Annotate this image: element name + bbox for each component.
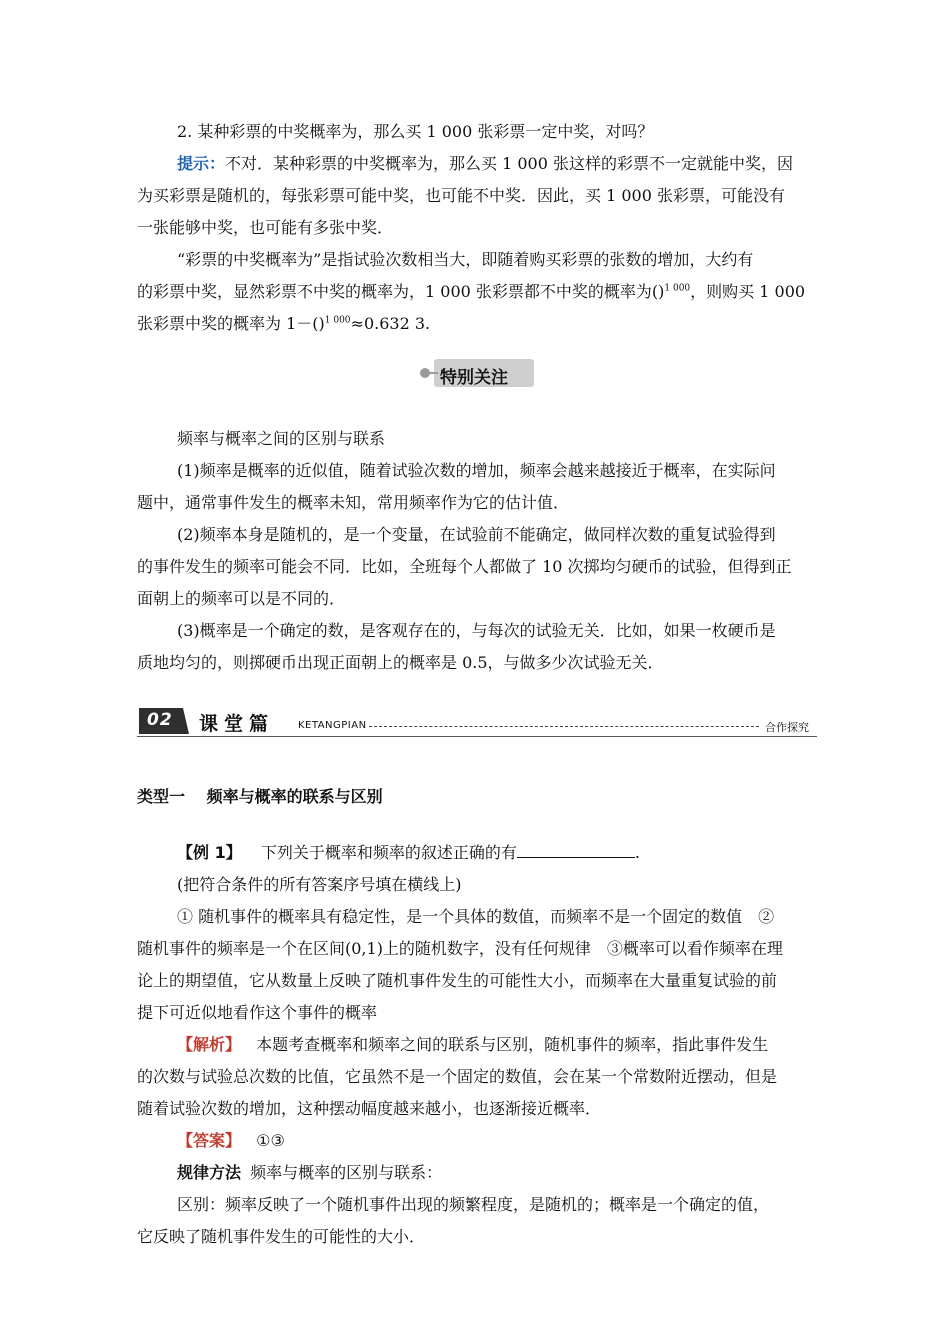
attention-title: 频率与概率之间的区别与联系 [177,429,386,448]
answer-blank [517,843,635,858]
exponent: 1 000 [664,283,691,294]
section-dashed-rule [369,726,759,727]
attention-item-2-line-3: 面朝上的频率可以是不同的． [137,589,346,608]
hint-label: 提示： [177,154,226,173]
answer-value: ①③ [256,1131,285,1150]
exponent: 1 000 [324,315,351,326]
hint-line-2: 为买彩票是随机的，每张彩票可能中奖，也可能不中奖．因此，买 1 000 张彩票，可能没有 [137,186,785,205]
special-attention-banner [420,357,535,389]
type-heading: 类型一 频率与概率的联系与区别 [137,787,383,806]
hint-line-3: 一张能够中奖，也可能有多张中奖． [137,218,394,237]
section-underline [137,736,817,737]
section-header [137,706,817,738]
explanation-line-2 [137,282,817,302]
method-line [177,1163,817,1183]
explanation-line-3-b: ≈0.632 3. [350,314,431,333]
analysis-line-1: 本题考查概率和频率之间的联系与区别，随机事件的频率，指此事件发生 [256,1035,769,1054]
bullet-dot-icon [420,368,430,378]
question-2: 2. 某种彩票的中奖概率为，那么买 1 000 张彩票一定中奖，对吗？ [177,122,654,141]
attention-item-3-line-1: (3)概率是一个确定的数，是客观存在的，与每次的试验无关．比如，如果一枚硬币是 [177,621,776,640]
analysis-line-3: 随着试验次数的增加，这种摆动幅度越来越小，也逐渐接近概率． [137,1099,602,1118]
explanation-line-2-a: 的彩票中奖，显然彩票不中奖的概率为，1 000 张彩票都不中奖的概率为() [137,282,665,301]
attention-item-3-line-2: 质地均匀的，则掷硬币出现正面朝上的概率是 0.5，与做多少次试验无关． [137,653,664,672]
attention-item-2-line-1: (2)频率本身是随机的，是一个变量，在试验前不能确定，做同样次数的重复试验得到 [177,525,776,544]
analysis-line-2: 的次数与试验总次数的比值，它虽然不是一个固定的数值，会在某一个常数附近摆动，但是 [137,1067,778,1086]
explanation-line-1: “彩票的中奖概率为”是指试验次数相当大，即随着购买彩票的张数的增加，大约有 [177,250,754,269]
attention-item-2-line-2: 的事件发生的频率可能会不同．比如，全班每个人都做了 10 次掷均匀硬币的试验，但得到正 [137,557,792,576]
options-line-1: ① 随机事件的概率具有稳定性，是一个具体的数值，而频率不是一个固定的数值 ② [177,907,775,926]
options-line-2: 随机事件的频率是一个在区间(0,1)上的随机数字，没有任何规律 ③概率可以看作频率在理 [137,939,783,958]
example-label: 【例 1】 [177,843,242,862]
analysis-paragraph [177,1035,817,1055]
example-question: 下列关于概率和频率的叙述正确的有 [260,843,517,862]
attention-item-1-line-1: (1)频率是概率的近似值，随着试验次数的增加，频率会越来越接近于概率，在实际问 [177,461,776,480]
answer-line [177,1131,817,1151]
hint-line-1: 不对．某种彩票的中奖概率为，那么买 1 000 张这样的彩票不一定就能中奖，因 [225,154,793,173]
explanation-line-3 [137,314,817,334]
example-note: (把符合条件的所有答案序号填在横线上) [177,875,462,894]
section-title: 课堂篇 [199,713,275,735]
section-right-label: 合作探究 [765,721,809,734]
attention-item-1-line-2: 题中，通常事件发生的概率未知，常用频率作为它的估计值． [137,493,570,512]
explanation-line-2-b: ，则购买 1 000 [690,282,806,301]
method-text: 频率与概率的区别与联系： [250,1163,443,1182]
options-line-3: 论上的期望值，它从数量上反映了随机事件发生的可能性大小，而频率在大量重复试验的前 [137,971,778,990]
section-number: 02 [147,710,173,730]
section-subtitle: KETANGPIAN [298,720,367,731]
explanation-line-3-a: 张彩票中奖的概率为 1－() [137,314,325,333]
options-line-4: 提下可近似地看作这个事件的概率 [137,1003,378,1022]
method-label: 规律方法 [177,1163,242,1182]
banner-label: 特别关注 [440,368,508,388]
difference-line-2: 它反映了随机事件发生的可能性的大小． [137,1227,426,1246]
example-question-end: . [634,843,640,862]
difference-line-1: 区别：频率反映了一个随机事件出现的频繁程度，是随机的；概率是一个确定的值， [177,1195,770,1214]
analysis-label: 【解析】 [177,1035,242,1054]
hint-paragraph [177,154,817,174]
example-stem [177,843,817,863]
answer-label: 【答案】 [177,1131,242,1150]
